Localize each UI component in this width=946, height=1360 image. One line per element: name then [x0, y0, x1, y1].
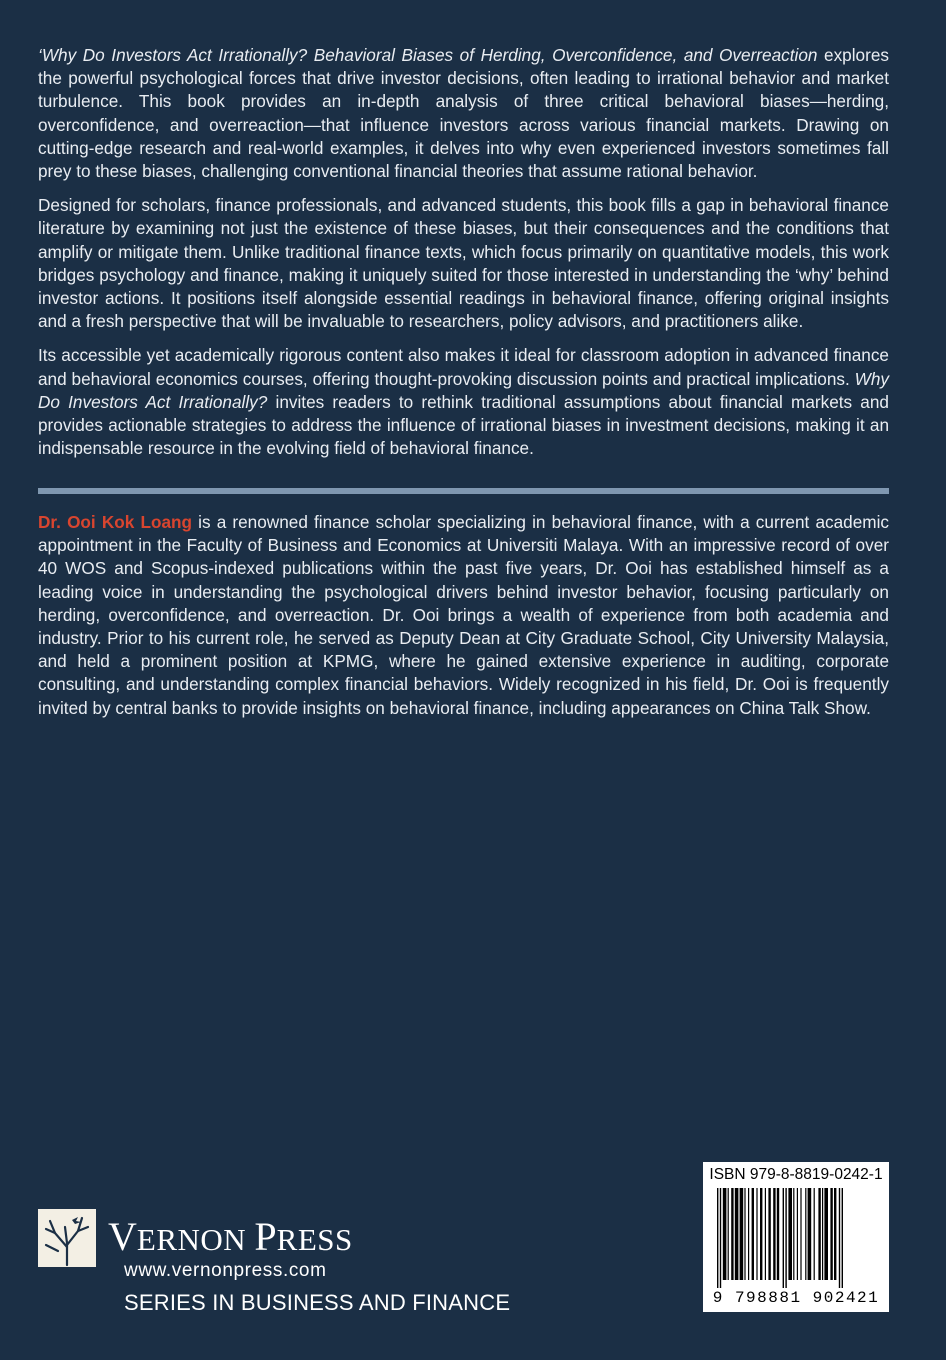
description-paragraph-3: Its accessible yet academically rigorous content also makes it ideal for classroom adoption in advanced finance and behavioral economics courses, offering thought-provoking discussion points and practical implications. Why Do Investors Act Irrationally? invites readers to rethink traditional assumptions about financial markets and provides actionable strategies to address the influence of irrational biases in investment decisions, making it an indispensable resource in the evolving field of behavioral finance.: [38, 345, 889, 459]
book-title-italic: ‘Why Do Investors Act Irrationally? Behavioral Biases of Herding, Overconfidence, and Overreaction: [38, 45, 818, 65]
barcode-bar: [777, 1188, 779, 1280]
barcode-bar: [818, 1188, 820, 1280]
barcode-bar: [800, 1188, 801, 1280]
barcode-bar: [773, 1188, 775, 1280]
section-divider: [38, 488, 889, 494]
barcode-bar: [731, 1188, 733, 1280]
barcode-bar: [824, 1188, 828, 1280]
series-name: SERIES IN BUSINESS AND FINANCE: [124, 1290, 511, 1315]
barcode-bar: [740, 1188, 744, 1280]
isbn-barcode-box: [703, 1162, 889, 1312]
barcode: [713, 1188, 879, 1288]
description-paragraph-2: Designed for scholars, finance professionals, and advanced students, this book fills a gap in behavioral finance literature by examining not just the existence of these biases, but their consequences and the conditions that amplify or mitigate them. Unlike traditional finance texts, which focus primarily on quantitative models, this work bridges psychology and finance, making it uniquely suited for those interested in understanding the ‘why’ behind investor actions. It positions itself alongside essential readings in behavioral finance, offering original insights and a fresh perspective that will be invaluable to researchers, policy advisors, and practitioners alike.: [38, 195, 889, 332]
barcode-bar: [814, 1188, 815, 1280]
barcode-bar: [808, 1188, 812, 1280]
description-paragraph-1: ‘Why Do Investors Act Irrationally? Behavioral Biases of Herding, Overconfidence, and Overreaction explores the powerful psychological forces that drive investor decisions, often leading to irrational behavior and market turbulence. This book provides an in-depth analysis of three critical behavioral biases—herding, overconfidence, and overreaction—that influence investors across various financial markets. Drawing on cutting-edge research and real-world examples, it delves into why even experienced investors sometimes fall prey to these biases, challenging conventional financial theories that assume rational behavior.: [38, 45, 889, 182]
publisher-url: www.vernonpress.com: [124, 1260, 327, 1281]
barcode-bar: [839, 1188, 840, 1288]
barcode-bar: [793, 1188, 794, 1280]
barcode-bar: [797, 1188, 798, 1280]
barcode-bar: [822, 1188, 823, 1280]
barcode-bar: [717, 1188, 718, 1288]
author-bio-text: is a renowned finance scholar specializing in behavioral finance, with a current academic appointment in the Faculty of Business and Economics at Universiti Malaya. With an impressive record of over 40 WOS and Scopus-indexed publications within the past five years, Dr. Ooi has established himself as a leading voice in understanding the psychological drivers behind investor behavior, focusing particularly on herding, overconfidence, and overreaction. Dr. Ooi brings a wealth of experience from both academia and industry. Prior to his current role, he served as Deputy Dean at City Graduate School, City University Malaysia, and held a prominent position at KPMG, where he gained extensive experience in auditing, corporate consulting, and understanding complex financial behaviors. Widely recognized in his field, Dr. Ooi is frequently invited by central banks to provide insights on behavioral finance, including appearances on China Talk Show.: [38, 512, 890, 718]
barcode-bar: [744, 1188, 745, 1280]
barcode-bar: [723, 1188, 727, 1280]
barcode-bar: [805, 1188, 806, 1280]
tree-bird-logo-icon: [38, 1209, 96, 1267]
barcode-bar: [748, 1188, 749, 1280]
barcode-bar: [756, 1188, 757, 1280]
isbn-label: ISBN 979-8-8819-0242-1: [709, 1166, 883, 1183]
book-title-short-italic: Why Do Investors Act Irrationally?: [38, 368, 889, 412]
barcode-digits: 9 798881 902421: [712, 1289, 880, 1307]
barcode-bar: [768, 1188, 770, 1280]
barcode-bar: [728, 1188, 729, 1280]
barcode-bar: [752, 1188, 754, 1280]
book-description: [38, 44, 889, 471]
author-bio: [38, 511, 889, 720]
barcode-bar: [765, 1188, 766, 1280]
publisher-name: VERNON PRESS: [108, 1214, 353, 1259]
barcode-bar: [760, 1188, 762, 1280]
barcode-bar: [830, 1188, 832, 1280]
barcode-bar: [788, 1188, 792, 1280]
barcode-bar: [785, 1188, 786, 1288]
barcode-bar: [735, 1188, 739, 1280]
barcode-bar: [834, 1188, 836, 1280]
barcode-bar: [783, 1188, 784, 1288]
barcode-bar: [720, 1188, 721, 1288]
author-name: Dr. Ooi Kok Loang: [38, 512, 193, 532]
barcode-bar: [842, 1188, 843, 1288]
